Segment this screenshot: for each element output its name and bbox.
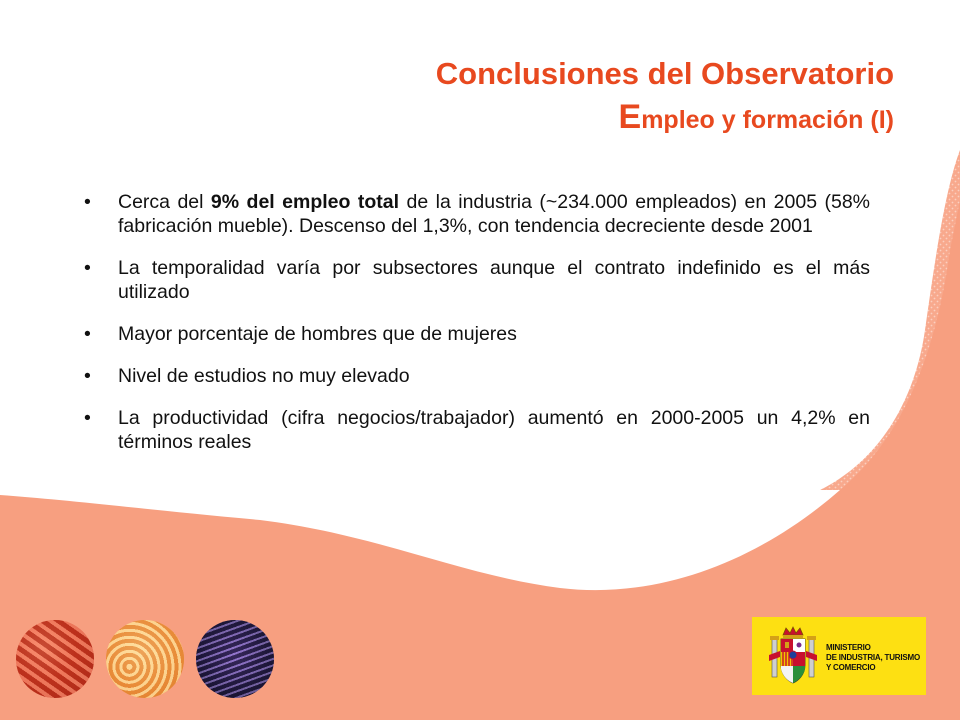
- bullet-text: Mayor porcentaje de hombres que de mujeres: [118, 323, 517, 345]
- bullet-text-post: de la industria (~234.000 empleados) en 2005 (58% fabricación mueble). Descenso del 1,3%, con tendencia decreciente desde 2001: [118, 191, 871, 237]
- bullet-text: La temporalidad varía por subsectores aunque el contrato indefinido es el más utilizado: [118, 257, 870, 303]
- ministry-logo: [752, 617, 926, 695]
- bullet-glyph: •: [84, 407, 91, 429]
- title-line-2-initial: E: [618, 97, 642, 136]
- purple-fabric-texture: [196, 620, 274, 698]
- bullet-glyph: •: [84, 323, 91, 345]
- ministry-name-line-3: Y COMERCIO: [826, 663, 876, 672]
- bullet-text: La productividad (cifra negocios/trabajador) aumentó en 2000-2005 un 4,2% en términos reales: [118, 407, 870, 453]
- red-fabric-texture: [16, 620, 94, 698]
- bullet-item: [84, 190, 870, 238]
- ministry-name-line-1: MINISTERIO: [826, 643, 871, 652]
- bullet-list: [84, 190, 870, 472]
- bullet-item: [84, 364, 870, 388]
- bullet-text-bold: 9% del empleo total: [210, 191, 400, 213]
- bullet-glyph: •: [84, 257, 91, 279]
- bullet-glyph: •: [84, 365, 91, 387]
- title-line-2: [436, 98, 894, 137]
- bullet-text: Nivel de estudios no muy elevado: [118, 365, 410, 387]
- bullet-item: [84, 256, 870, 304]
- bullet-glyph: •: [84, 191, 91, 213]
- coat-of-arms-icon: [768, 625, 818, 687]
- title-line-2-rest: mpleo y formación (I): [641, 105, 894, 134]
- ministry-name: [826, 643, 920, 673]
- slide-title: [436, 56, 894, 137]
- bullet-item: [84, 322, 870, 346]
- bullet-text-pre: Cerca del: [118, 191, 211, 213]
- ministry-name-line-2: DE INDUSTRIA, TURISMO: [826, 653, 921, 662]
- bullet-item: [84, 406, 870, 454]
- orange-fabric-texture: [106, 620, 184, 698]
- title-line-1: Conclusiones del Observatorio: [435, 56, 894, 91]
